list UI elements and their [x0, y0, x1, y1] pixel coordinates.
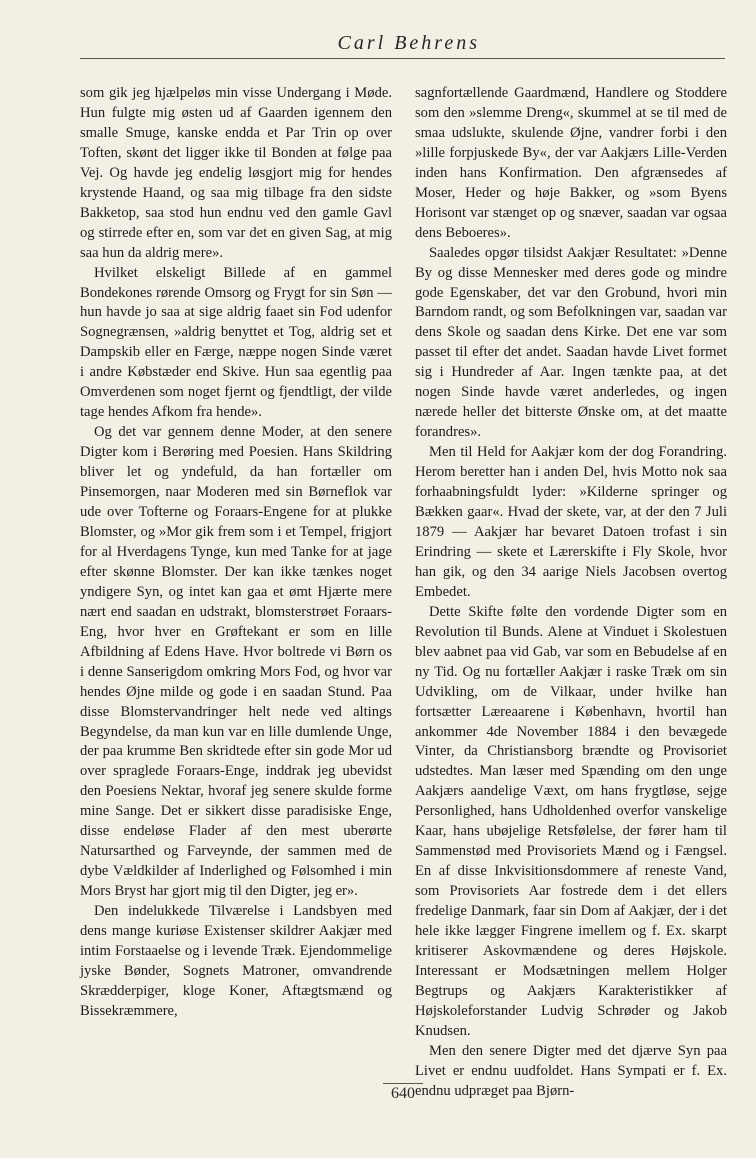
left-column — [80, 84, 392, 1022]
paragraph: sagnfortællende Gaardmænd, Handlere og Stoddere som den »slemme Dreng«, skummel at se til med de smaa udslukte, skulende Øjne, vandrer forbi i den »lille forpjuskede By«, der var Aakjærs Lille-Verden inden hans Konfirmation. Den afgrænsedes af Moser, Heder og høje Bakker, og »som Byens Horisont var stænget op og snæver, saadan var ogsaa dens Beboeres». — [415, 85, 727, 241]
page-number: 640 — [391, 1085, 415, 1102]
paragraph: Saaledes opgør tilsidst Aakjær Resultatet: »Denne By og disse Mennesker med deres gode og mindre gode Egenskaber, det var den Grobund, hvori min Barndom randt, og som Befolkningen var, saadan var dens Skole og saadan dens Kirke. Det ene var som passet til efter det andet. Saadan havde Livet formet sig i Hundreder af Aar. Ingen tænkte paa, at det nogen Sinde havde været anderledes, og ingen nærede heller det bitterste Ønske om, at det maatte forandres». — [415, 244, 727, 441]
paragraph: Den indelukkede Tilværelse i Landsbyen med dens mange kuriøse Existenser skildrer Aakjær med intim Forstaaelse og i levende Træk. Ejendommelige jyske Bønder, Sognets Matroner, omvandrende Skrædderpiger, kloge Koner, Aftægtsmænd og Bissekræmmere, — [80, 903, 392, 1019]
folio-rule — [383, 1083, 423, 1084]
paragraph: Dette Skifte følte den vordende Digter som en Revolution til Bunds. Alene at Vinduet i Skolestuen blev aabnet paa vid Gab, var som en Bebudelse af en ny Tid. Og nu fortæller Aakjær i raske Træk om sin Udvikling, om de Vilkaar, under hvilke han fortsætter Læreaarene i København, hvortil han ankommer 4de November 1884 i den bevægede Vinter, da Christiansborg brændte og Provisoriet udstedtes. Man læser med Spænding om den unge Aakjærs aandelige Væxt, om hans frygtløse, sejge Personlighed, hans Udholdenhed overfor vanskelige Kaar, hans ubøjelige Retsfølelse, der fører ham til Sammenstød med Provisoriets Mænd og i Fængsel. En af disse Inkvisitionsdommere af reneste Vand, som Provisoriets Aar fostrede dem i det ellers fredelige Danmark, faar sin Dom af Aakjær, der i det hele ikke lægger Fingrene imellem og f. Ex. skarpt kritiserer Askovmændene og deres Højskole. Interessant er Modsætningen mellem Holger Begtrups og Aakjærs Karakteristikker af Højskoleforstander Ludvig Schrøder og Jakob Knudsen. — [415, 603, 727, 1039]
paragraph: Men til Held for Aakjær kom der dog Forandring. Herom beretter han i anden Del, hvis Motto nok saa forhaabningsfuldt lyder: »Kilderne springer og Bækken gaar«. Hvad der skete, var, at der den 7 Juli 1879 — Aakjær har bevaret Datoen trofast i sin Erindring — skete et Lærerskifte i Fly Skole, hvor han gik, og den 34 aarige Niels Jacobsen overtog Embedet. — [415, 444, 727, 600]
paragraph: Men den senere Digter med det djærve Syn paa Livet er endnu uudfoldet. Hans Sympati er f. Ex. endnu udpræget paa Bjørn- — [415, 1042, 727, 1099]
right-column — [415, 84, 727, 1102]
paragraph: Og det var gennem denne Moder, at den senere Digter kom i Berøring med Poesien. Hans Skildring bliver let og yndefuld, da han fortæller om Pinsemorgen, naar Moderen med sin Børneflok var ude over Tofterne og Foraars-Engene for at plukke Blomster, og »Mor gik frem som i et Tempel, frigjort for al Hverdagens Tynge, kun med Tanke for at jage efter skønne Blomster. Der kan ikke tænkes noget yndigere Syn, og intet kan gaa et ømt Hjærte mere nært end saadan en udstrakt, blomsterstrøet Foraars-Eng, hvor hver en Grøftekant er som en lille Afbildning af Edens Have. Hvor boltrede vi Børn os i denne Sanserigdom omkring Mors Fod, og hvor var hendes Øjne milde og gode i en saadan Stund. Paa disse Blomstervandringer helt nede ved altings Begyndelse, da man kun var en lille dumlende Unge, der paa krumme Ben skridtede efter sin gode Mor ud over spraglede Foraars-Enge, inddrak jeg ubevidst den Poesiens Nektar, hvoraf jeg senere skulde forme mine Sange. Det er sikkert disse paradisiske Enge, disse endeløse Flader af den mest uberørte Natursarthed og Farveynde, der sammen med de dybe Vældkilder af Inderlighed og Følsomhed i min Mors Bryst har gjort mig til den Digter, jeg er». — [80, 424, 392, 900]
header-rule — [80, 58, 725, 59]
paragraph: som gik jeg hjælpeløs min visse Undergang i Møde. Hun fulgte mig østen ud af Gaarden igennem den smalle Smuge, kanske endda et Par Trin op over Toften, skønt det ligger ikke til Bonden at følge paa Vej. Og havde jeg endelig løsgjort mig for hendes krystende Haand, og saa mig tilbage fra den sidste Bakketop, saa stod hun endnu ved den gamle Gavl og stirrede efter en, som var det en given Sag, at mig saa hun da aldrig mere». — [80, 85, 392, 261]
running-head: Carl Behrens — [337, 32, 480, 54]
paragraph: Hvilket elskeligt Billede af en gammel Bondekones rørende Omsorg og Frygt for sin Søn — hun havde jo saa at sige aldrig faaet sin Fod udenfor Sognegrænsen, »aldrig benyttet et Tog, aldrig set et Dampskib eller en Færge, næppe nogen Sinde været i andre Købstæder end Skive. Hun saa egentlig paa Omverdenen som noget fjernt og fjendtligt, der vilde tage hendes Afkom fra hende». — [80, 264, 392, 421]
